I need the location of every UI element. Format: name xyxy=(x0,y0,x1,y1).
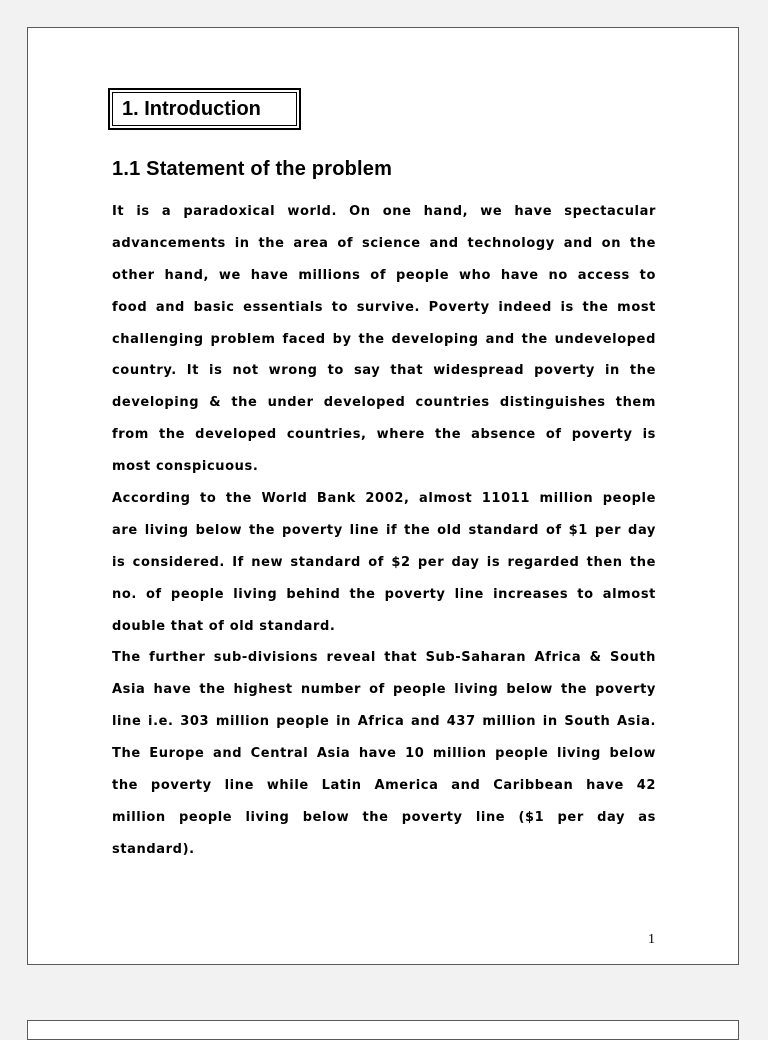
body-line: challenging problem faced by the developing and the undeveloped xyxy=(112,331,656,347)
heading-title: 1. Introduction xyxy=(112,92,297,126)
body-line: It is a paradoxical world. On one hand, we have spectacular xyxy=(112,204,656,219)
body-line: most conspicuous. xyxy=(112,459,259,475)
body-line: double that of old standard. xyxy=(112,618,336,634)
body-line: the poverty line while Latin America and Caribbean have 42 xyxy=(112,778,656,794)
next-page-edge xyxy=(27,1020,739,1040)
heading-box xyxy=(108,88,301,130)
body-line: The further sub-divisions reveal that Sub-Saharan Africa & South xyxy=(112,650,656,666)
body-line: food and basic essentials to survive. Poverty indeed is the most xyxy=(112,299,656,315)
body-line: standard). xyxy=(112,841,195,857)
body-line: Asia have the highest number of people living below the poverty xyxy=(112,682,656,698)
body-line: line i.e. 303 million people in Africa and 437 million in South Asia. xyxy=(112,714,656,730)
section-title: 1.1 Statement of the problem xyxy=(112,158,393,180)
body-line: developing & the under developed countries distinguishes them xyxy=(112,395,656,411)
body-line: million people living below the poverty line ($1 per day as xyxy=(112,809,656,825)
body-line: from the developed countries, where the absence of poverty is xyxy=(112,427,656,443)
body-line: advancements in the area of science and technology and on the xyxy=(112,235,656,251)
body-line: no. of people living behind the poverty line increases to almost xyxy=(112,586,656,602)
body-line: is considered. If new standard of $2 per day is regarded then the xyxy=(112,554,656,570)
body-line: The Europe and Central Asia have 10 million people living below xyxy=(112,746,656,762)
body-line: According to the World Bank 2002, almost 11011 million people xyxy=(112,491,656,507)
body-line: other hand, we have millions of people who have no access to xyxy=(112,267,656,283)
body-text xyxy=(112,196,656,866)
body-line: are living below the poverty line if the old standard of $1 per day xyxy=(112,522,656,538)
page-number: 1 xyxy=(648,932,655,947)
body-line: country. It is not wrong to say that widespread poverty in the xyxy=(112,363,656,379)
